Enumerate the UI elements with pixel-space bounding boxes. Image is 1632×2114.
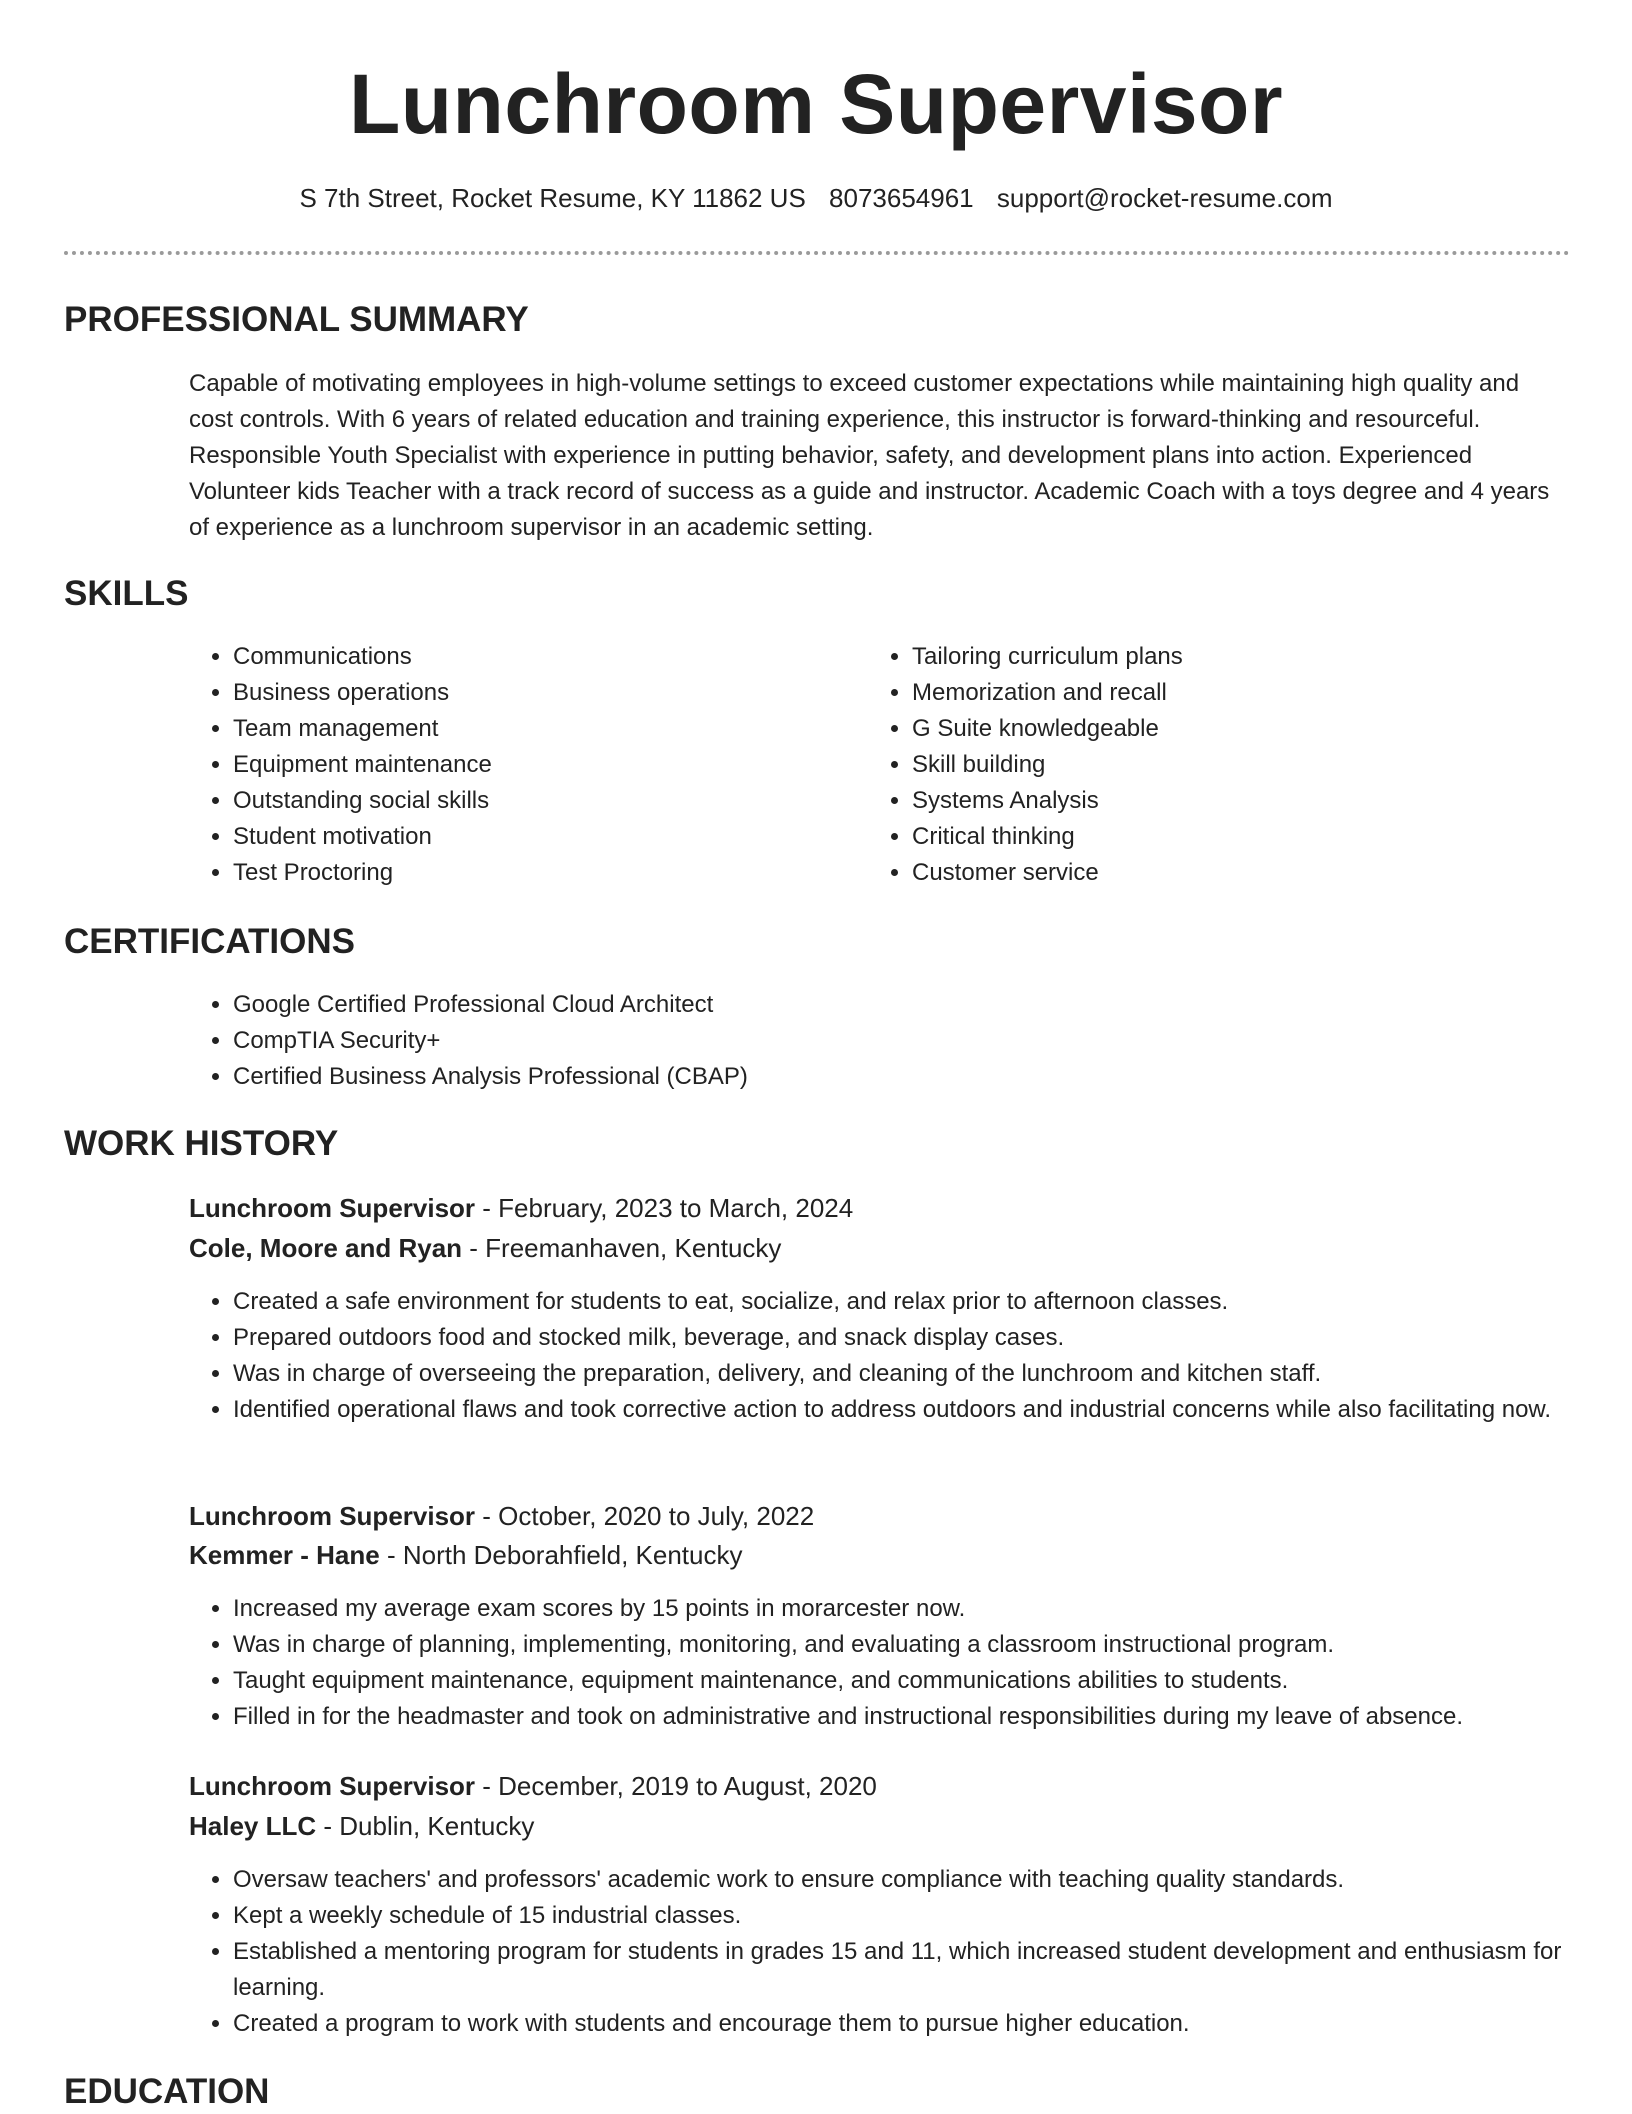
certification-item: • CompTIA Security+ (233, 1023, 1533, 1059)
header-divider (64, 251, 1570, 255)
contact-email: support@rocket-resume.com (996, 183, 1333, 213)
job-location: - North Deborahfield, Kentucky (379, 1540, 743, 1570)
job-duties-list (189, 1591, 1613, 1735)
job-role: Lunchroom Supervisor (189, 1193, 476, 1223)
job-duty: • Identified operational flaws and took corrective action to address outdoors and industrial concerns while also facilitating now. (233, 1392, 1613, 1428)
job-duties-list (189, 1862, 1613, 2042)
job-dates: - December, 2019 to August, 2020 (475, 1771, 877, 1801)
skills-heading: SKILLS (64, 574, 189, 613)
skill-item: • Test Proctoring (233, 855, 853, 891)
certifications-list (189, 987, 1533, 1095)
skill-item: • Critical thinking (912, 819, 1532, 855)
skill-item: • Memorization and recall (912, 675, 1532, 711)
job-company-line (189, 1231, 781, 1265)
job-dates: - October, 2020 to July, 2022 (475, 1501, 815, 1531)
job-role: Lunchroom Supervisor (189, 1771, 476, 1801)
job-company-line (189, 1538, 742, 1572)
job-duty: • Oversaw teachers' and professors' academic work to ensure compliance with teaching quality standards. (233, 1862, 1613, 1898)
skill-item: • Tailoring curriculum plans (912, 639, 1532, 675)
skill-item: • Systems Analysis (912, 783, 1532, 819)
job-location: - Dublin, Kentucky (316, 1811, 535, 1841)
job-company: Kemmer - Hane (189, 1540, 380, 1570)
contact-address: S 7th Street, Rocket Resume, KY 11862 US (299, 183, 806, 213)
education-heading: EDUCATION (64, 2072, 270, 2111)
summary-heading: PROFESSIONAL SUMMARY (64, 300, 529, 339)
skill-item: • G Suite knowledgeable (912, 711, 1532, 747)
job-duty: • Kept a weekly schedule of 15 industrial classes. (233, 1898, 1613, 1934)
skill-item: • Business operations (233, 675, 853, 711)
skill-item: • Outstanding social skills (233, 783, 853, 819)
contact-phone: 8073654961 (829, 183, 974, 213)
job-duty: • Created a safe environment for students to eat, socialize, and relax prior to afternoon classes. (233, 1284, 1613, 1320)
job-duty: • Taught equipment maintenance, equipment maintenance, and communications abilities to students. (233, 1663, 1613, 1699)
resume-name: Lunchroom Supervisor (348, 57, 1284, 151)
job-duty: • Established a mentoring program for students in grades 15 and 11, which increased student development and enthusiasm for learning. (233, 1934, 1613, 2006)
job-duty: • Was in charge of overseeing the preparation, delivery, and cleaning of the lunchroom and kitchen staff. (233, 1356, 1613, 1392)
certifications-heading: CERTIFICATIONS (64, 922, 356, 961)
job-company: Haley LLC (189, 1811, 317, 1841)
contact-line (0, 181, 1632, 215)
job-title-line (189, 1191, 853, 1225)
job-location: - Freemanhaven, Kentucky (462, 1233, 782, 1263)
job-company: Cole, Moore and Ryan (189, 1233, 463, 1263)
certification-item: • Google Certified Professional Cloud Architect (233, 987, 1533, 1023)
skills-list-left (189, 639, 853, 891)
job-dates: - February, 2023 to March, 2024 (475, 1193, 854, 1223)
job-title-line (189, 1499, 814, 1533)
job-duty: • Was in charge of planning, implementing, monitoring, and evaluating a classroom instructional program. (233, 1627, 1613, 1663)
skill-item: • Communications (233, 639, 853, 675)
skill-item: • Skill building (912, 747, 1532, 783)
job-duties-list (189, 1284, 1613, 1428)
skill-item: • Team management (233, 711, 853, 747)
job-duty: • Prepared outdoors food and stocked milk, beverage, and snack display cases. (233, 1320, 1613, 1356)
skill-item: • Student motivation (233, 819, 853, 855)
job-company-line (189, 1809, 534, 1843)
skill-item: • Customer service (912, 855, 1532, 891)
job-duty: • Filled in for the headmaster and took on administrative and instructional responsibilities during my leave of absence. (233, 1699, 1613, 1735)
job-duty: • Created a program to work with students and encourage them to pursue higher education. (233, 2006, 1613, 2042)
skill-item: • Equipment maintenance (233, 747, 853, 783)
work-history-heading: WORK HISTORY (64, 1124, 339, 1163)
skills-list-right (868, 639, 1532, 891)
certification-item: • Certified Business Analysis Professional (CBAP) (233, 1059, 1533, 1095)
summary-text: Capable of motivating employees in high-volume settings to exceed customer expectations while maintaining high quality and cost controls. With 6 years of related education and training experience, this instructor is forward-thinking and resourceful. Responsible Youth Specialist with experience in putting behavior, safety, and development plans into action. Experienced Volunteer kids Teacher with a track record of success as a guide and instructor. Academic Coach with a toys degree and 4 years of experience as a lunchroom supervisor in an academic setting. (189, 370, 1550, 541)
job-title-line (189, 1769, 877, 1803)
job-role: Lunchroom Supervisor (189, 1501, 476, 1531)
job-duty: • Increased my average exam scores by 15 points in morarcester now. (233, 1591, 1613, 1627)
